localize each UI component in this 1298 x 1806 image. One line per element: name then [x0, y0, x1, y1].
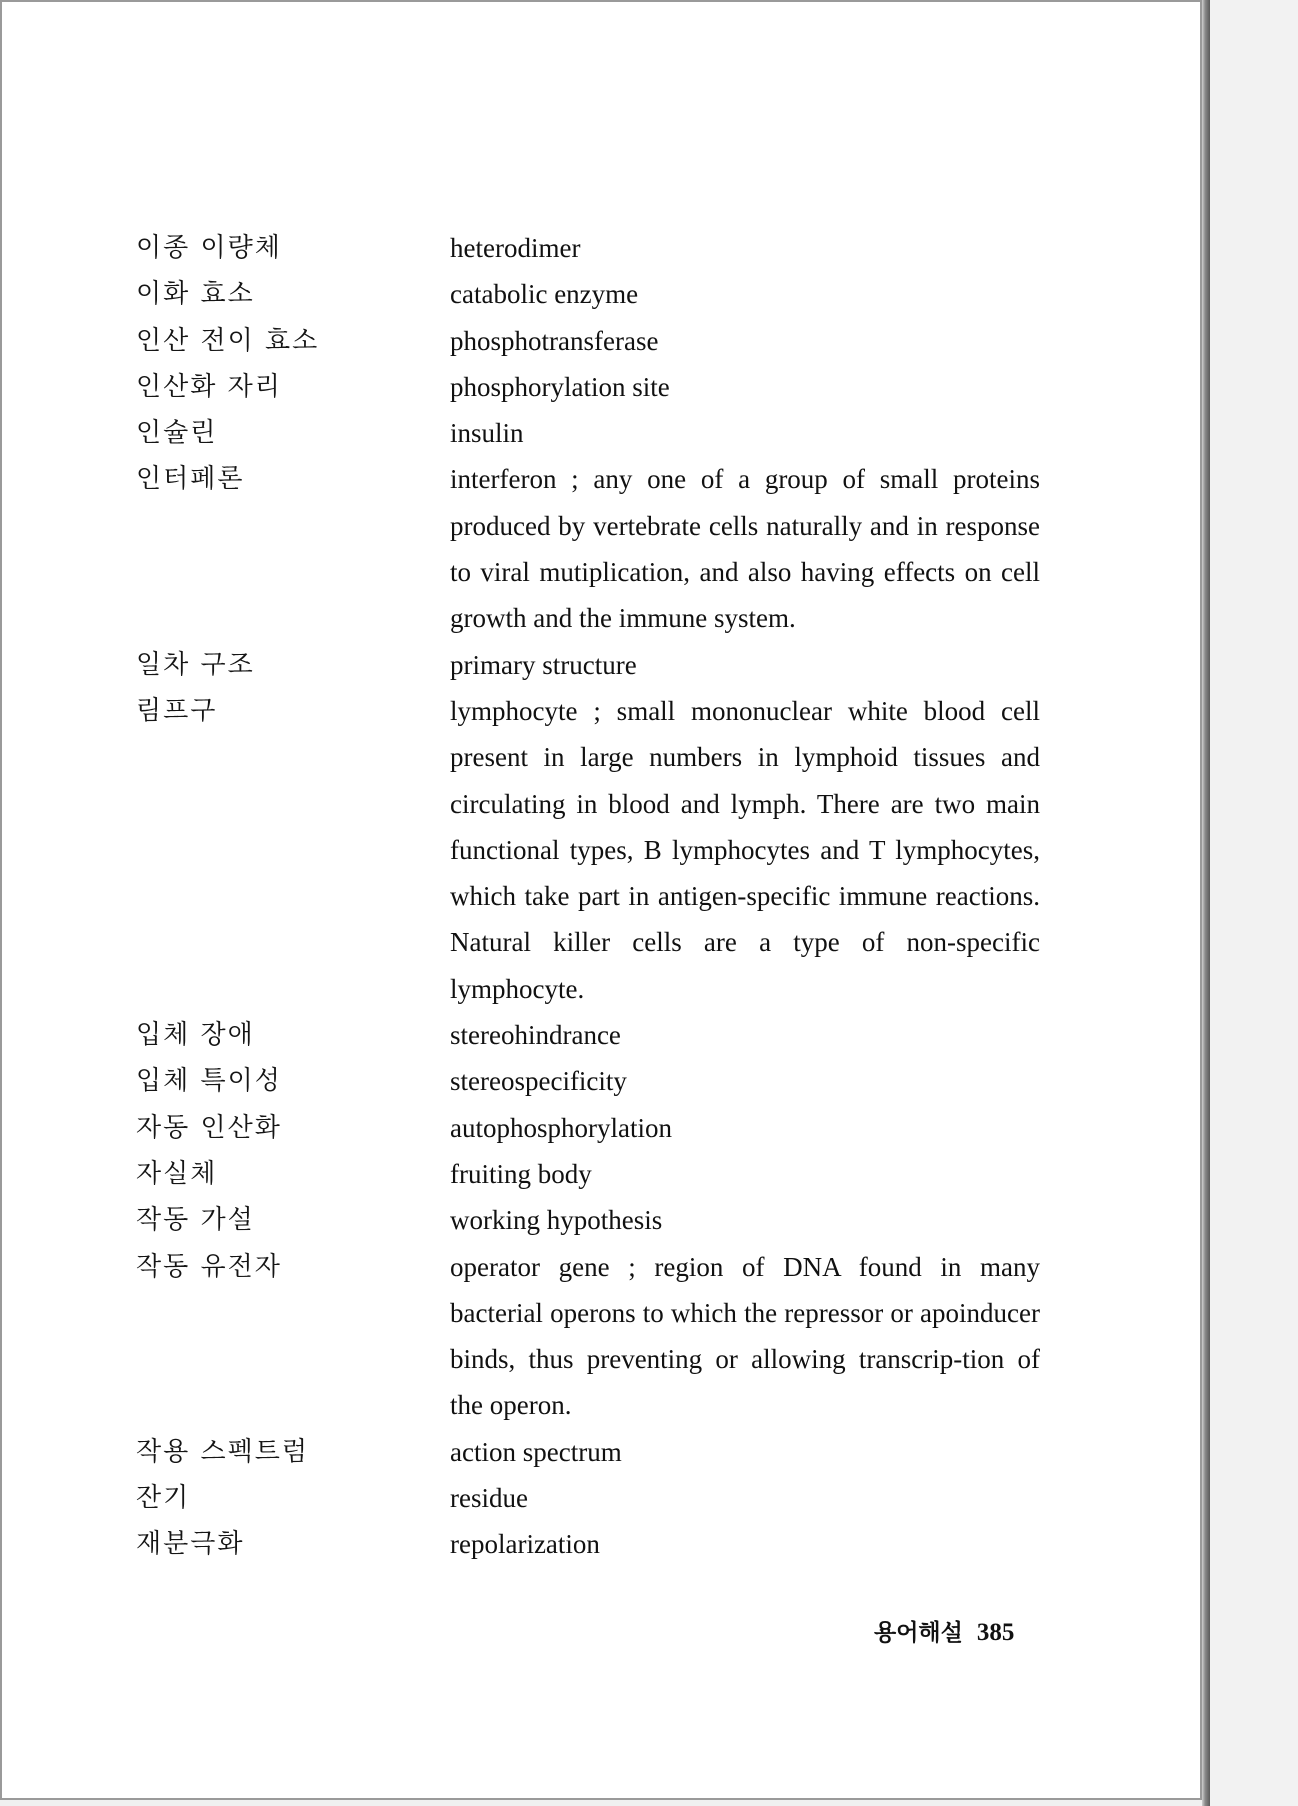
entry-term: 림프구	[136, 695, 218, 726]
entry-definition: working hypothesis	[450, 1205, 663, 1236]
entry-term: 재분극화	[136, 1529, 245, 1560]
glossary-entry	[136, 1197, 1056, 1243]
entry-definition: interferon ; any one of a group of small proteins produced by vertebrate cells naturally and in response to viral mutiplication, and also having effects on cell growth and the immune system.	[450, 464, 1040, 634]
glossary-entry	[136, 410, 1056, 456]
entry-term: 입체 특이성	[136, 1066, 282, 1097]
glossary-list	[136, 225, 1056, 1568]
entry-definition: action spectrum	[450, 1436, 622, 1467]
glossary-entry	[136, 1244, 1056, 1429]
glossary-entry	[136, 1521, 1056, 1567]
entry-definition: insulin	[450, 418, 524, 449]
page-edge	[1202, 0, 1210, 1806]
entry-definition: fruiting body	[450, 1158, 592, 1189]
entry-term: 인터페론	[136, 464, 245, 495]
entry-term: 인슐린	[136, 418, 218, 449]
entry-term: 이화 효소	[136, 279, 255, 310]
page-number: 385	[976, 1619, 1015, 1646]
glossary-entry	[136, 456, 1056, 641]
glossary-entry	[136, 364, 1056, 410]
entry-definition: phosphotransferase	[450, 325, 659, 356]
entry-definition: stereospecificity	[450, 1066, 627, 1097]
entry-term: 작동 유전자	[136, 1251, 282, 1282]
entry-definition: stereohindrance	[450, 1020, 621, 1051]
entry-definition: catabolic enzyme	[450, 279, 639, 310]
entry-term: 일차 구조	[136, 649, 255, 680]
entry-definition: operator gene ; region of DNA found in many bacterial operons to which the repressor or apoinducer binds, thus preventing or allowing transcrip-tion of the operon.	[450, 1251, 1040, 1421]
glossary-entry	[136, 1429, 1056, 1475]
glossary-entry	[136, 271, 1056, 317]
entry-term: 인산 전이 효소	[136, 325, 320, 356]
section-label: 용어해설	[874, 1620, 963, 1646]
entry-term: 자실체	[136, 1158, 218, 1189]
glossary-entry	[136, 318, 1056, 364]
glossary-entry	[136, 1012, 1056, 1058]
entry-definition: heterodimer	[450, 233, 581, 263]
glossary-entry	[136, 1058, 1056, 1104]
entry-term: 잔기	[136, 1483, 191, 1514]
glossary-entry	[136, 225, 1056, 271]
entry-definition: primary structure	[450, 649, 637, 680]
glossary-entry	[136, 1475, 1056, 1521]
glossary-entry	[136, 1151, 1056, 1197]
entry-definition: residue	[450, 1483, 528, 1514]
entry-term: 작동 가설	[136, 1205, 255, 1236]
glossary-entry	[136, 688, 1056, 1012]
entry-definition: autophosphorylation	[450, 1112, 672, 1143]
entry-term: 인산화 자리	[136, 371, 282, 402]
entry-term: 입체 장애	[136, 1020, 255, 1051]
entry-term: 작용 스펙트럼	[136, 1436, 309, 1467]
glossary-entry	[136, 642, 1056, 688]
entry-definition: repolarization	[450, 1529, 600, 1560]
entry-term: 이종 이량체	[136, 233, 282, 263]
page-footer	[874, 1614, 1014, 1647]
entry-definition: lymphocyte ; small mononuclear white blood cell present in large numbers in lymphoid tissues and circulating in blood and lymph. There are two main functional types, B lymphocytes and T lymphocytes, which take part in antigen-specific immune reactions. Natural killer cells are a type of non-specific lymphocyte.	[450, 695, 1040, 1004]
entry-definition: phosphorylation site	[450, 371, 670, 402]
background-margin	[1210, 0, 1298, 1806]
glossary-entry	[136, 1105, 1056, 1151]
entry-term: 자동 인산화	[136, 1112, 282, 1143]
